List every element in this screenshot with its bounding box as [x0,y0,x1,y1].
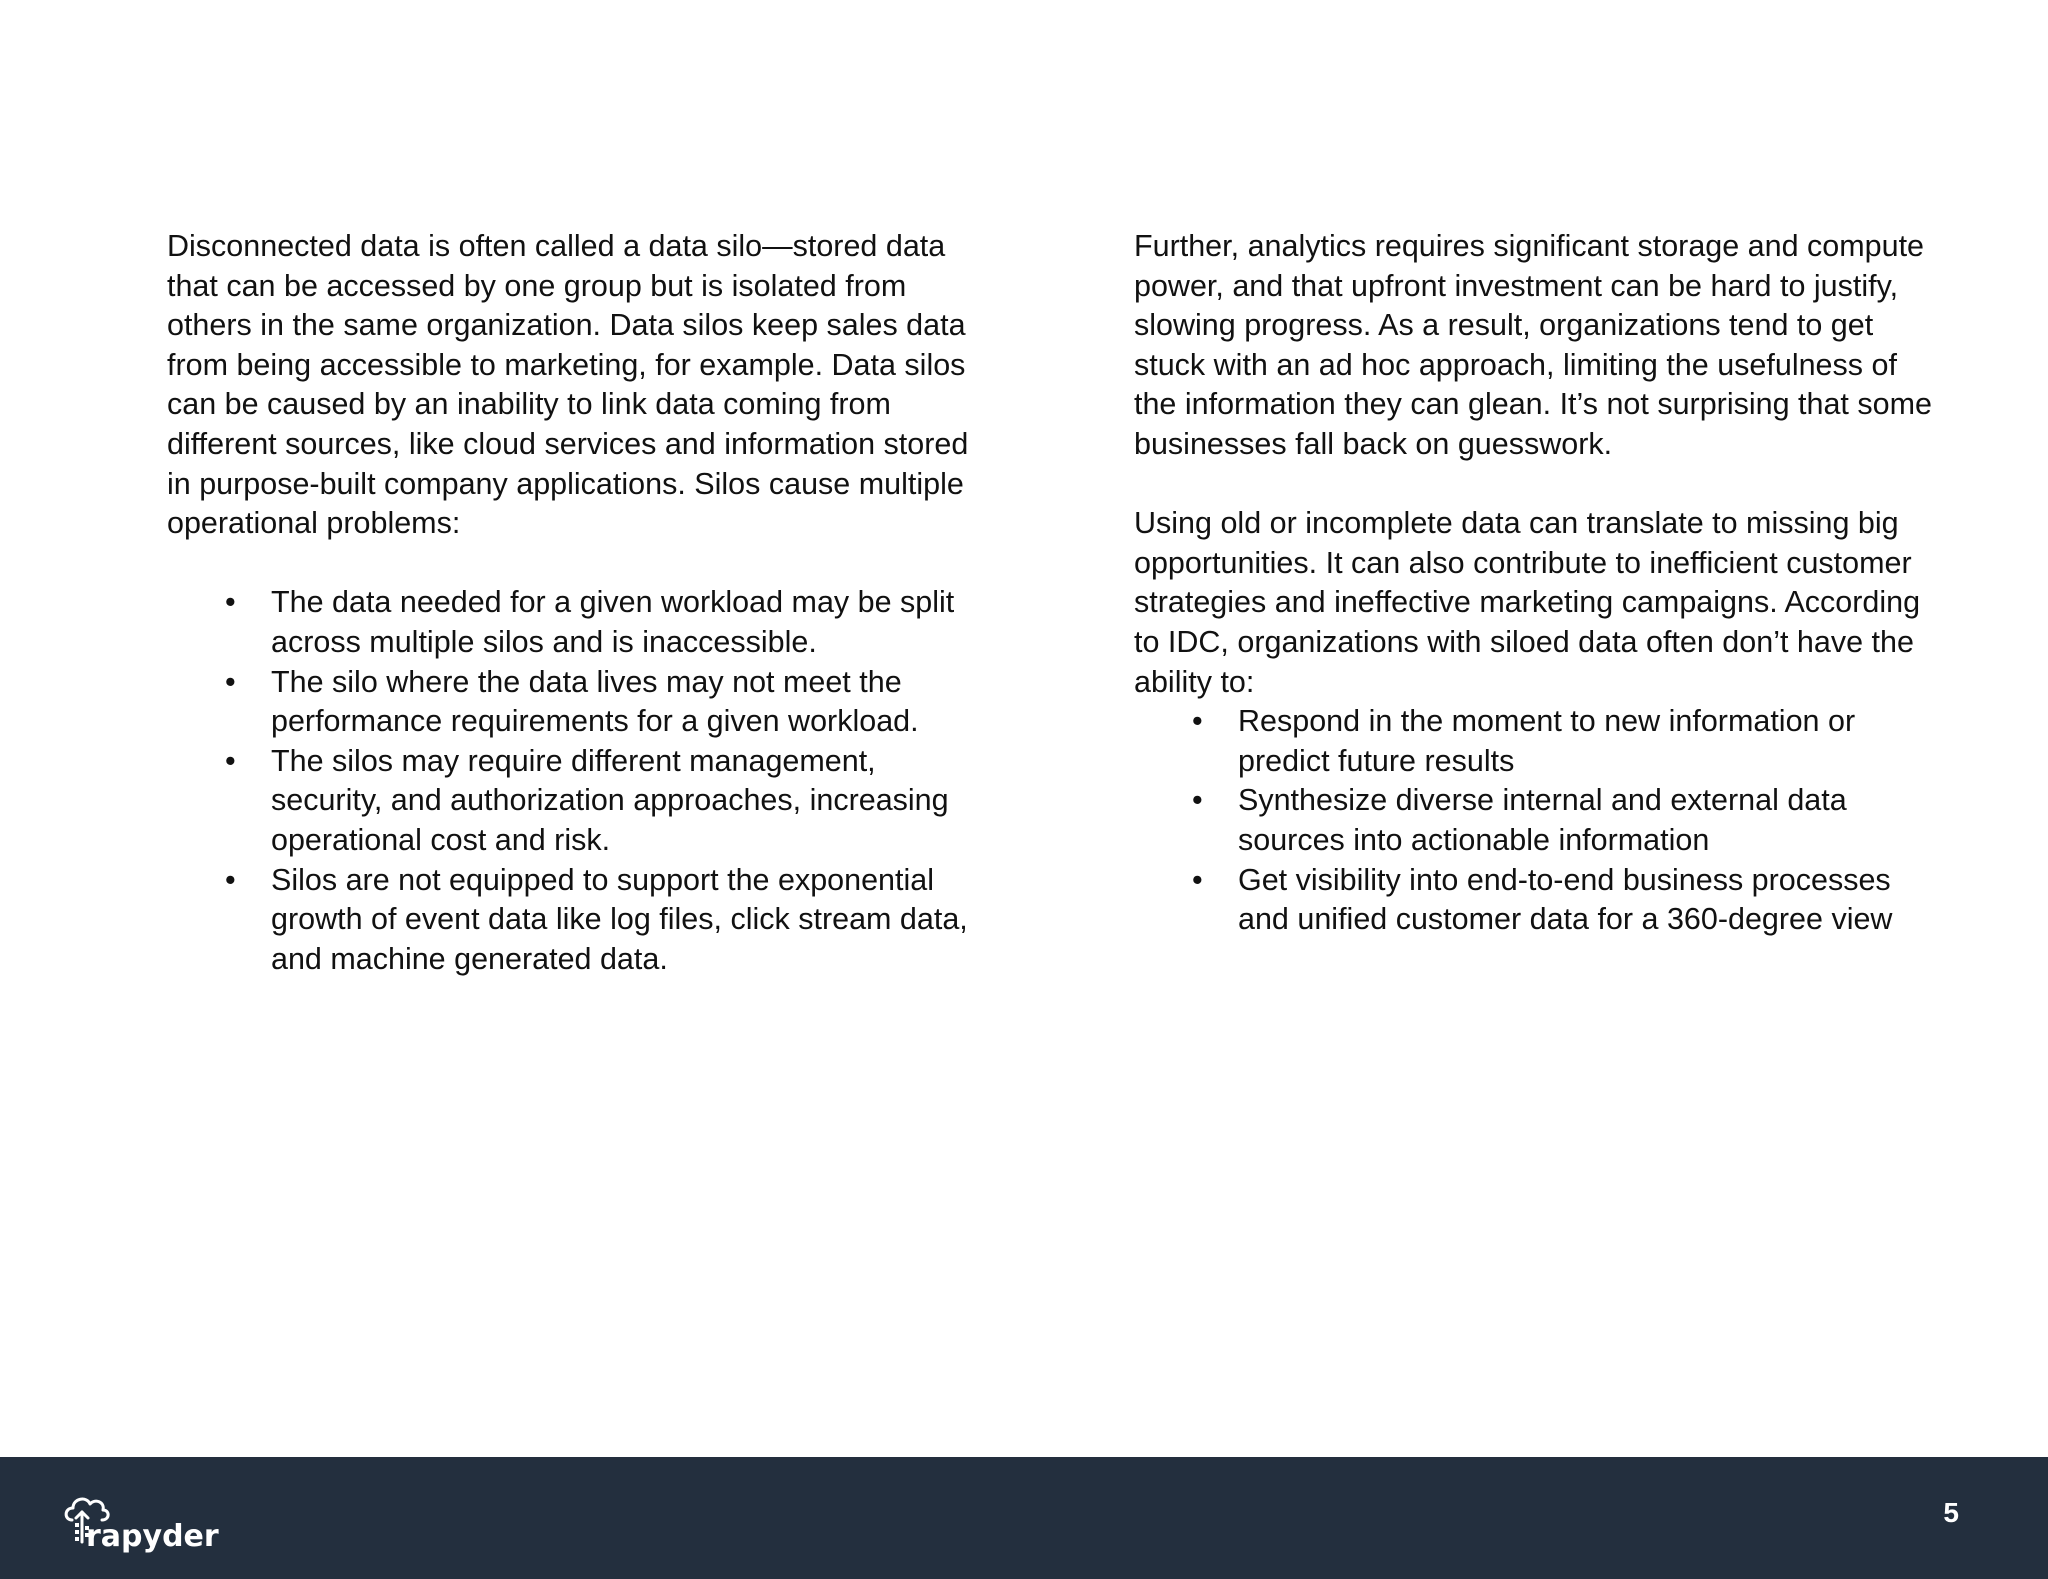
left-column [167,227,977,979]
bullet-icon: • [225,585,236,620]
list-item-text: Respond in the moment to new information or predict future results [1238,704,1856,778]
list-item-text: Silos are not equipped to support the exponential growth of event data like log files, click stream data, and machine generated data. [271,862,968,976]
right-paragraph-1: Further, analytics requires significant storage and compute power, and that upfront investment can be hard to justify, slowing progress. As a result, organizations tend to get stuck with an ad hoc approach, limiting the usefulness of the information they can glean. It’s not surprising that some businesses fall back on guesswork. [1134,229,1932,461]
left-bullet-list [167,583,977,979]
bullet-icon: • [225,862,236,897]
page-number: 5 [1943,1497,1959,1528]
paragraph-spacer [1134,465,1934,505]
list-item-text: The silo where the data lives may not meet the performance requirements for a given workload. [271,664,919,739]
list-item [1134,702,1934,781]
list-item-text: The silos may require different management, security, and authorization approaches, increasing operational cost and risk. [271,743,949,857]
list-item [167,583,977,662]
bullet-icon: • [1192,704,1203,739]
left-intro-paragraph: Disconnected data is often called a data silo—stored data that can be accessed by one group but is isolated from others in the same organization. Data silos keep sales data from being accessible to marketing, for example. Data silos can be caused by an inability to link data coming from different sources, like cloud services and information stored in purpose-built company applications. Silos cause multiple operational problems: [167,229,969,541]
list-item [1134,861,1934,940]
right-bullet-list [1134,702,1934,940]
list-item [167,861,977,980]
bullet-icon: • [1192,783,1203,818]
list-item-text: Get visibility into end-to-end business processes and unified customer data for a 360-degree view [1238,862,1893,937]
right-paragraph-2: Using old or incomplete data can translate to missing big opportunities. It can also contribute to inefficient customer strategies and ineffective marketing campaigns. According to IDC, organizations with siloed data often don’t have the ability to: [1134,506,1921,699]
list-item [1134,781,1934,860]
logo-wordmark: rapyder [86,1519,219,1554]
list-item-text: The data needed for a given workload may be split across multiple silos and is inaccessible. [271,585,955,659]
footer-bar [0,1457,2048,1579]
bullet-icon: • [225,664,236,699]
bullet-icon: • [225,743,236,778]
list-item-text: Synthesize diverse internal and external data sources into actionable information [1238,783,1847,857]
list-item [167,663,977,742]
list-item [167,742,977,861]
paragraph-spacer [167,544,977,584]
bullet-icon: • [1192,862,1203,897]
right-column [1134,227,1934,940]
